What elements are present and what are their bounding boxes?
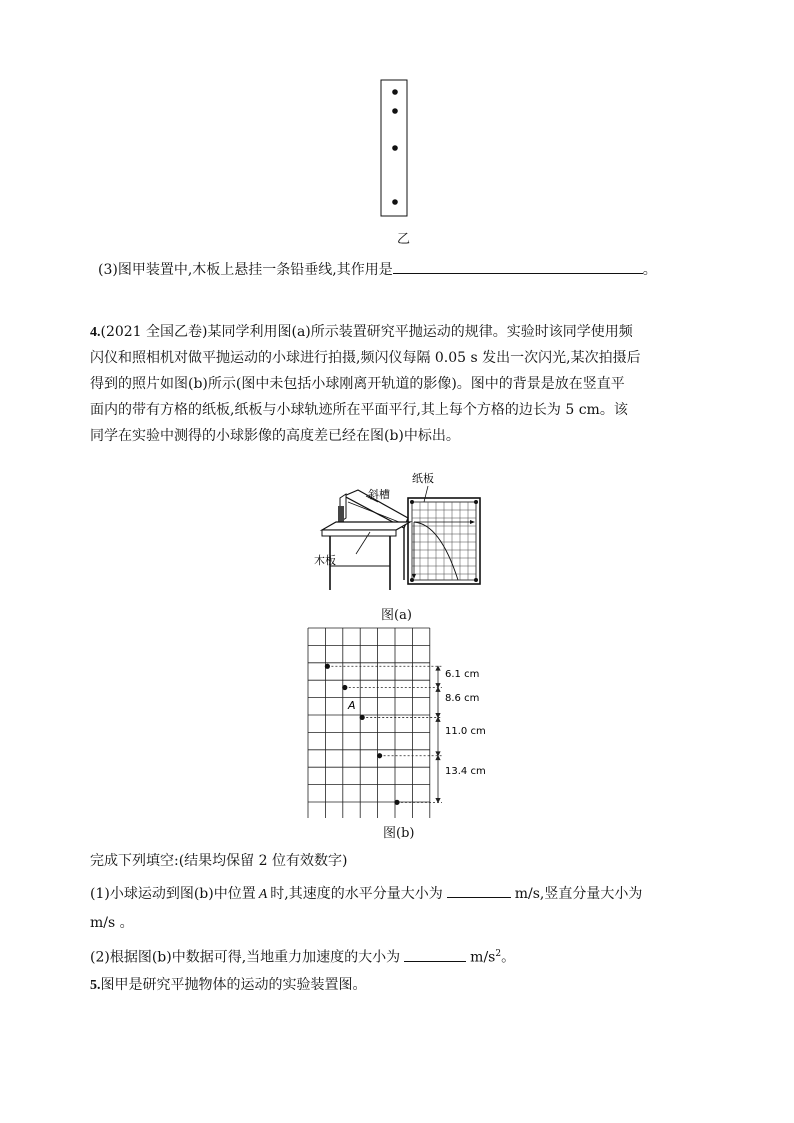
label-chute: 斜槽 [368, 488, 390, 501]
board-pin [474, 500, 478, 504]
gap-label-3: 11.0 cm [445, 726, 486, 737]
leader-board [424, 486, 428, 502]
figure-yi-caption: 乙 [397, 232, 411, 247]
figure-a [300, 470, 500, 592]
table-top [322, 522, 410, 530]
q4-number: 4. [90, 325, 101, 340]
gap-label-4: 13.4 cm [445, 766, 486, 777]
ball-images [325, 664, 400, 805]
board-pin [410, 578, 414, 582]
dimension-arrow [436, 717, 440, 721]
fill-q1-unit2: m/s 。 [90, 915, 134, 931]
grid [308, 628, 430, 818]
fill-q1-b: 时,其速度的水平分量大小为 [270, 886, 443, 902]
fill-q2-a: (2)根据图(b)中数据可得,当地重力加速度的大小为 [90, 949, 401, 966]
fill-q2-end: 。 [501, 949, 516, 966]
q4-line-4: 面内的带有方格的纸板,纸板与小球轨迹所在平面平行,其上每个方格的边长为 5 cm。该 [90, 402, 628, 418]
ball-stack [338, 506, 344, 522]
board-pin [410, 500, 414, 504]
gap-label-2: 8.6 cm [445, 693, 480, 704]
board-grid [412, 502, 476, 580]
ball-image-1 [325, 664, 330, 669]
ball-image-2 [342, 685, 347, 690]
ball-image-4 [377, 753, 382, 758]
q3-prefix: (3)图甲装置中,木板上悬挂一条铅垂线,其作用是 [98, 262, 393, 278]
gap-label-1: 6.1 cm [445, 669, 480, 680]
dimension-arrow [436, 666, 440, 670]
label-board: 纸板 [412, 472, 434, 485]
q4-line-5: 同学在实验中测得的小球影像的高度差已经在图(b)中标出。 [90, 428, 460, 444]
ball-image-5 [394, 800, 399, 805]
q3-line [98, 259, 657, 280]
q3-answer-blank[interactable] [393, 259, 643, 274]
dimension-arrow [436, 688, 440, 692]
q2-gravity-blank[interactable] [404, 947, 466, 962]
q5-line [90, 975, 367, 996]
fill-q2 [90, 944, 515, 968]
q4-text-1: (2021 全国乙卷)某同学利用图(a)所示装置研究平抛运动的规律。实验时该同学使用频 [100, 324, 633, 340]
fill-q1-cont [90, 913, 134, 933]
q5-text: 图甲是研究平抛物体的运动的实验装置图。 [100, 977, 367, 993]
figure-a-caption: 图(a) [381, 608, 412, 623]
q4-line-2: 闪仪和照相机对做平抛运动的小球进行拍摄,频闪仪每隔 0.05 s 发出一次闪光,某次拍摄后 [90, 350, 641, 366]
board-pin [474, 578, 478, 582]
strip-dot [392, 145, 398, 151]
strip-dot [392, 199, 398, 205]
q3-suffix: 。 [642, 262, 657, 278]
q4-line-3: 得到的照片如图(b)所示(图中未包括小球刚离开轨道的影像)。图中的背景是放在竖直平 [90, 376, 625, 392]
fill-intro: 完成下列填空:(结果均保留 2 位有效数字) [90, 853, 348, 869]
q4-line-1 [90, 322, 633, 343]
dimension-arrow [436, 798, 440, 802]
q5-number: 5. [90, 978, 101, 993]
fill-q1-a: (1)小球运动到图(b)中位置 [90, 886, 256, 902]
fill-q2-unit: m/s [470, 949, 496, 966]
strip-dot [392, 89, 398, 95]
figure-yi [375, 78, 415, 218]
ball-image-3 [360, 715, 365, 720]
label-wood: 木板 [314, 554, 336, 567]
table-edge [322, 530, 396, 536]
fill-q1-var: A [258, 887, 268, 902]
x-arrowhead [470, 520, 475, 524]
fill-q2-sup: 2 [495, 949, 502, 959]
figure-b-caption: 图(b) [383, 826, 415, 841]
q1-horizontal-blank[interactable] [447, 883, 511, 898]
strip-dot [392, 108, 398, 114]
fill-q1-unit1: m/s,竖直分量大小为 [514, 886, 643, 902]
fill-q1 [90, 883, 642, 905]
figure-b [300, 622, 500, 818]
point-label-a: A [348, 699, 356, 712]
dimension-arrow [436, 756, 440, 760]
